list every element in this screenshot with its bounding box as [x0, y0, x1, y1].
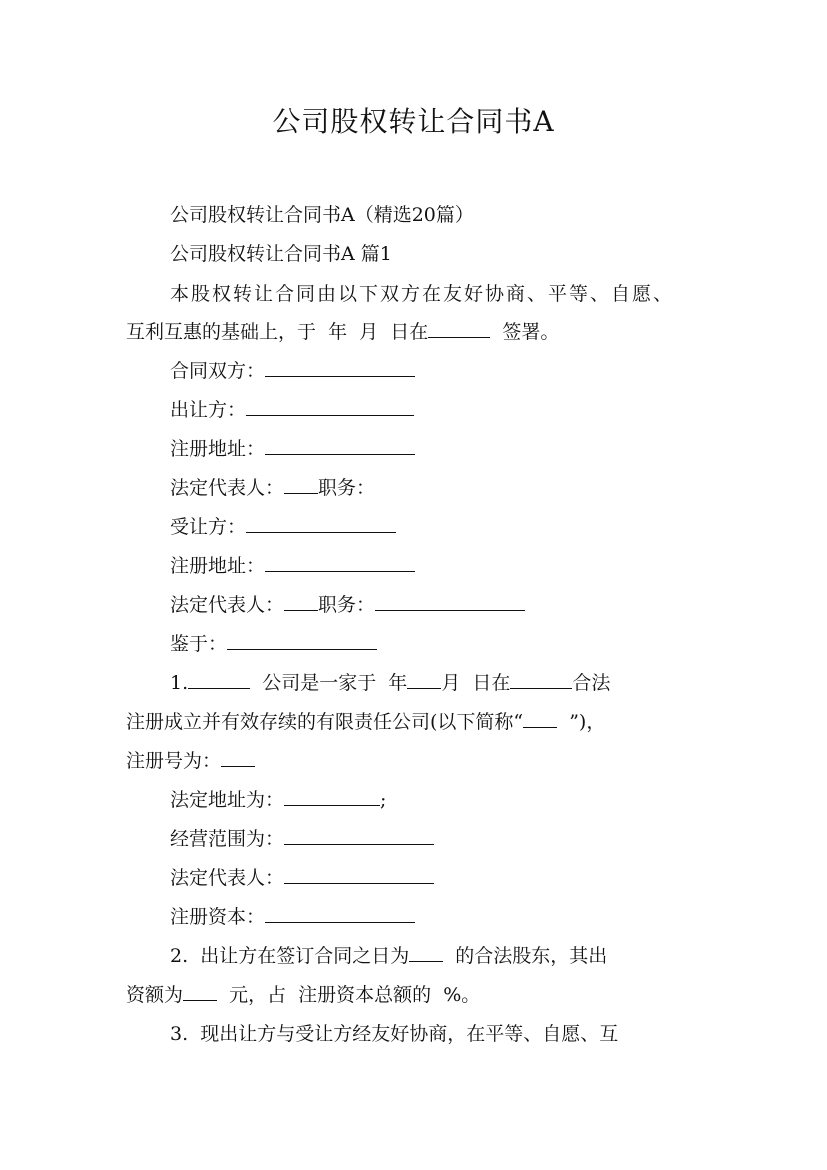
blank-reg-address-1	[265, 436, 415, 455]
legal-rep-line-2: 法定代表人： 职务：	[170, 590, 525, 617]
legal-rep-line-3: 法定代表人：	[170, 863, 434, 890]
blank-legal-address	[284, 787, 380, 806]
blank-reg-address-2	[265, 553, 415, 572]
transferor-line: 出让方：	[170, 395, 414, 422]
reg-address-line-1: 注册地址：	[170, 434, 415, 461]
blank-scope	[284, 826, 434, 845]
blank-short-name	[523, 709, 557, 728]
blank-legal-rep-3	[284, 865, 434, 884]
document-title: 公司股权转让合同书A	[272, 105, 555, 138]
business-scope-line: 经营范围为：	[170, 824, 434, 851]
blank-whereas	[227, 631, 377, 650]
parties-line: 合同双方：	[170, 356, 415, 383]
blank-company-2	[409, 943, 443, 962]
chapter-heading: 公司股权转让合同书A 篇1	[170, 243, 392, 265]
blank-parties	[265, 358, 415, 377]
paragraph-intro-line2: 互利互惠的基础上，于 年 月 日在 签署。	[126, 321, 560, 343]
clause-3-line1: 3. 现出让方与受让方经友好协商，在平等、自愿、互	[170, 1023, 619, 1045]
blank-place-2	[510, 670, 572, 689]
blank-transferor	[246, 397, 414, 416]
clause-1-line3: 注册号为：	[126, 746, 255, 773]
blank-legal-rep-1	[284, 475, 318, 494]
legal-address-line: 法定地址为： ;	[170, 789, 387, 811]
legal-rep-line-1: 法定代表人： 职务：	[170, 477, 376, 499]
clause-2-line1: 2. 出让方在签订合同之日为 的合法股东，其出	[170, 945, 608, 967]
blank-legal-rep-2	[284, 592, 318, 611]
reg-address-line-2: 注册地址：	[170, 551, 415, 578]
subtitle: 公司股权转让合同书A（精选20篇）	[170, 204, 474, 226]
transferee-line: 受让方：	[170, 512, 396, 539]
blank-position-2	[375, 592, 525, 611]
paragraph-intro-line1: 本股权转让合同由以下双方在友好协商、平等、自愿、	[170, 283, 675, 305]
blank-month	[407, 670, 441, 689]
registered-capital-line: 注册资本：	[170, 902, 415, 929]
blank-transferee	[246, 514, 396, 533]
blank-capital	[265, 904, 415, 923]
clause-1-line1: 1. 公司是一家于 年 月 日在 合法	[170, 672, 611, 694]
whereas-line: 鉴于：	[170, 629, 377, 656]
blank-reg-number	[221, 748, 255, 767]
clause-2-line2: 资额为 元，占 注册资本总额的 %。	[126, 984, 481, 1006]
blank-amount	[183, 982, 217, 1001]
blank-place	[428, 319, 490, 338]
blank-company	[188, 670, 250, 689]
clause-1-line2: 注册成立并有效存续的有限责任公司(以下简称“ ”)，	[126, 711, 606, 733]
